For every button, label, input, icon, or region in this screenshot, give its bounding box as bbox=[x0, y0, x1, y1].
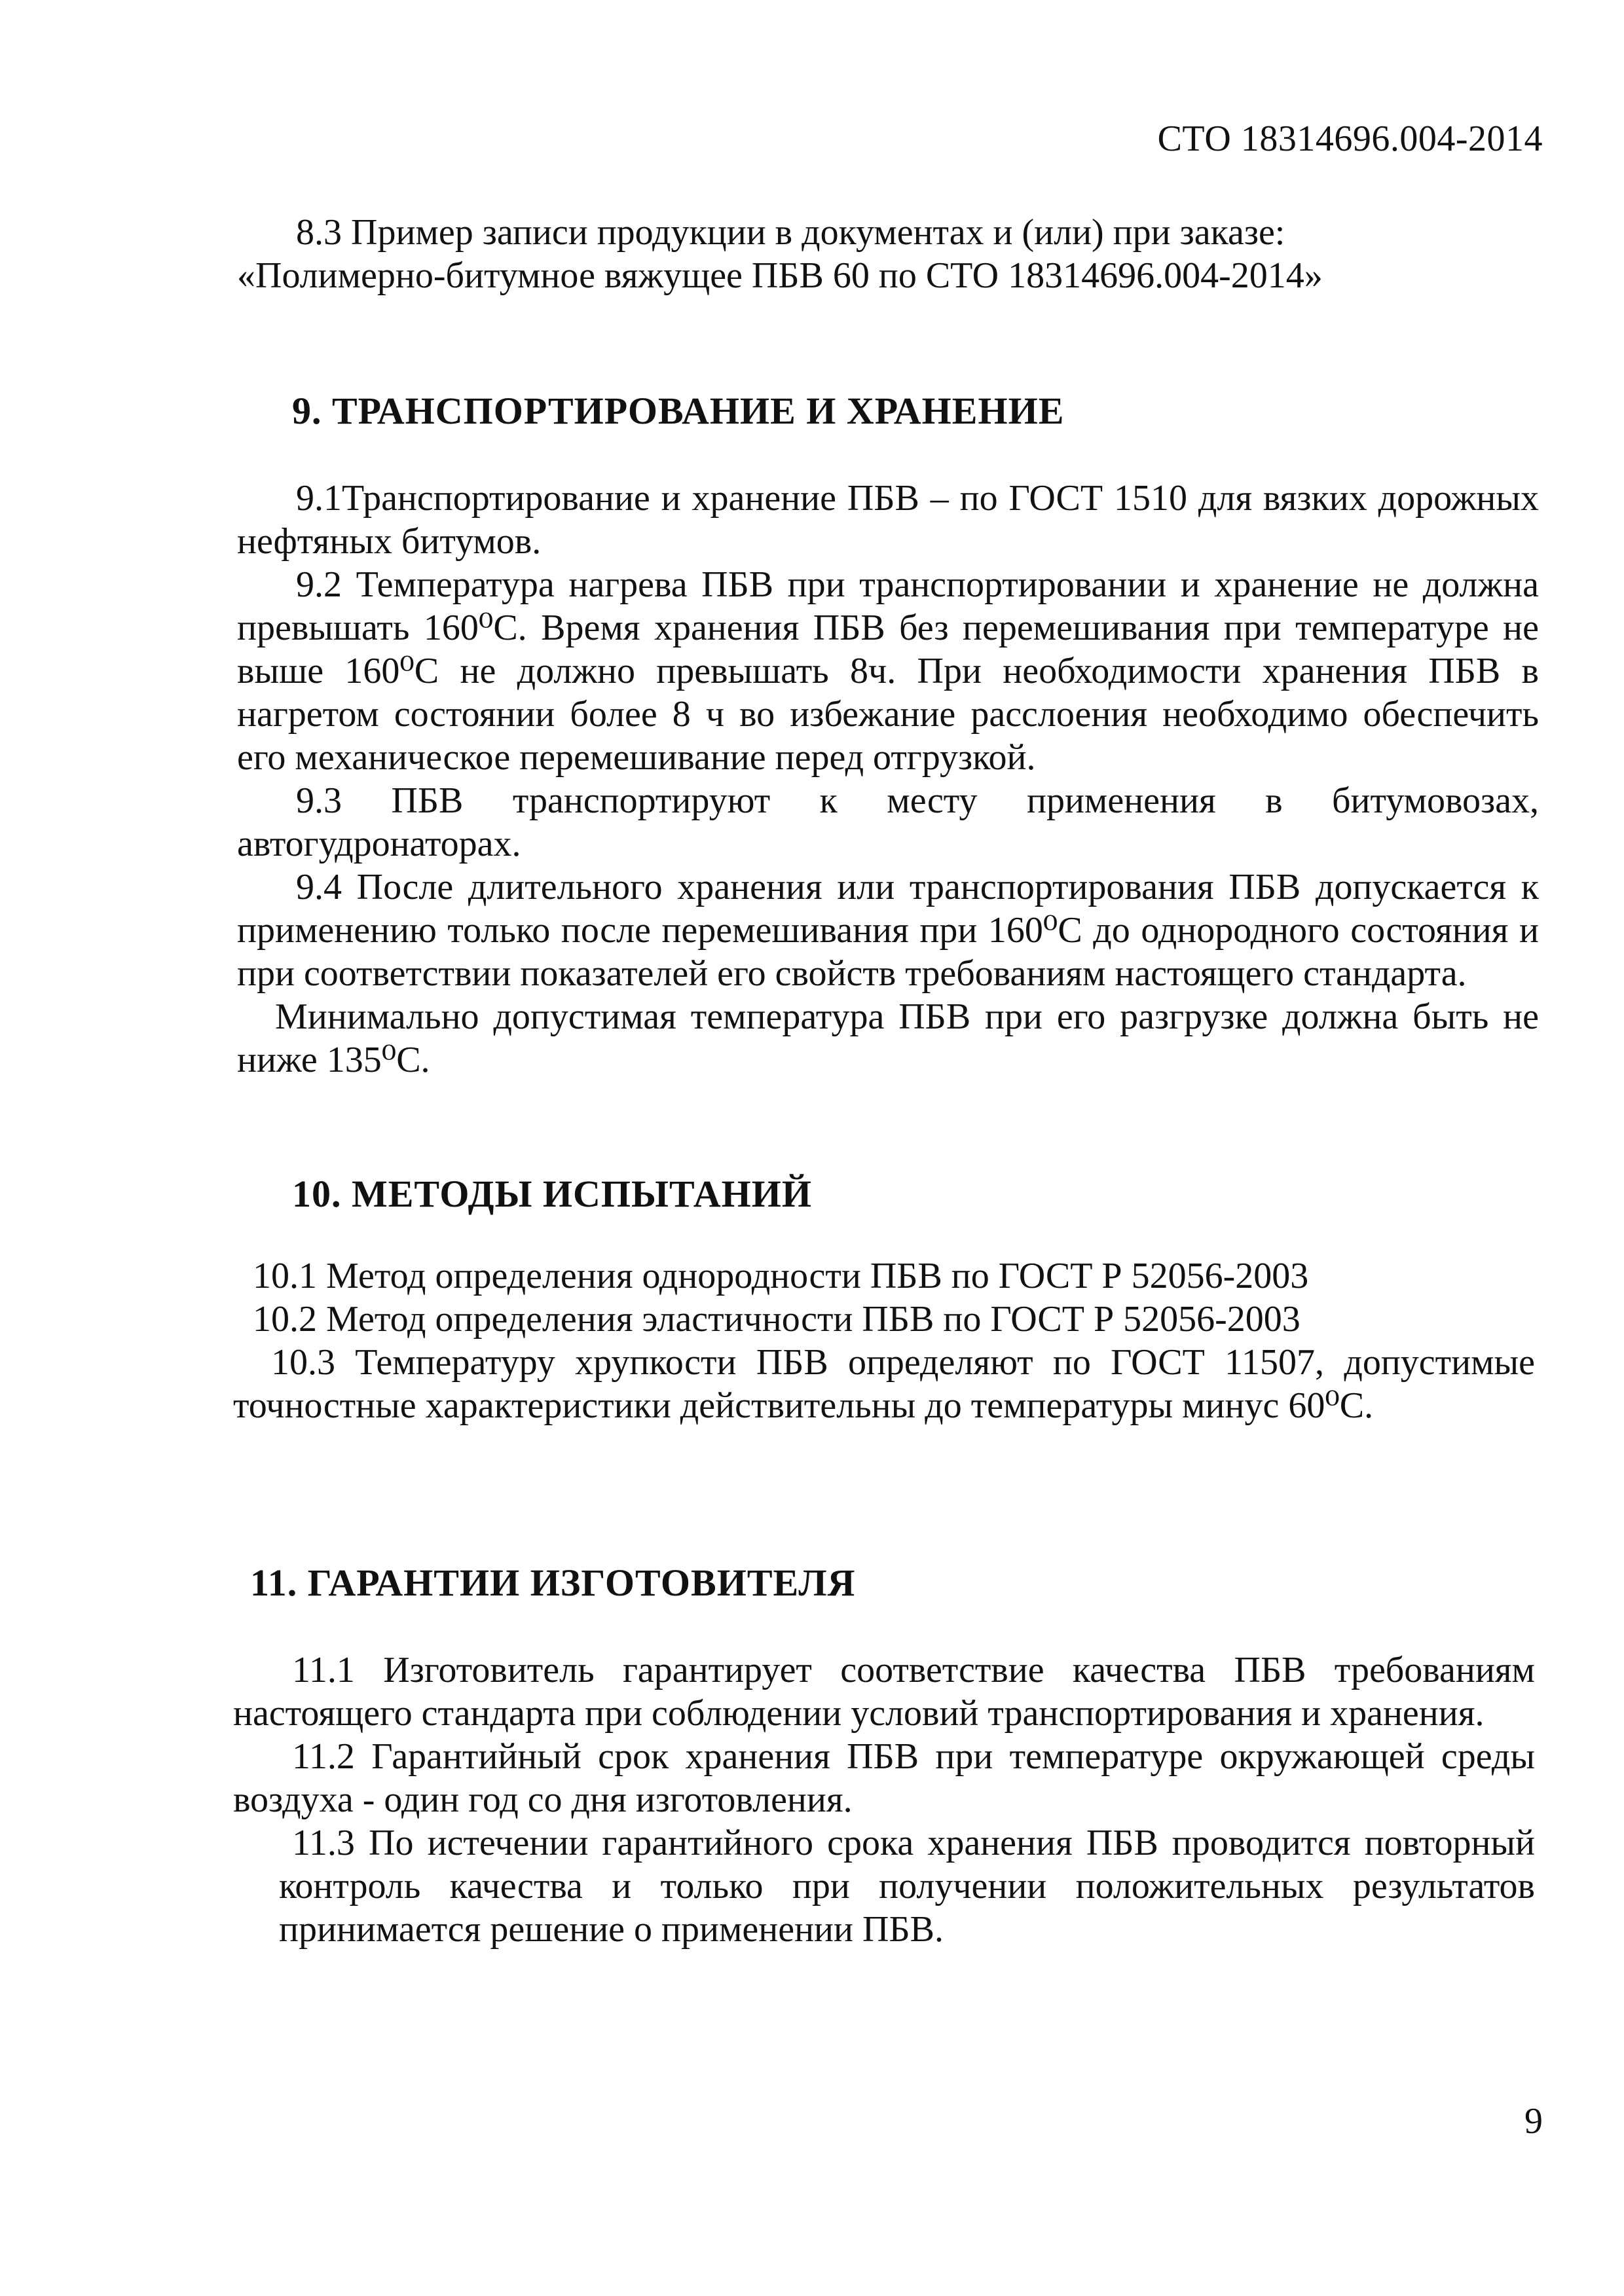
section-11-heading: 11. ГАРАНТИИ ИЗГОТОВИТЕЛЯ bbox=[250, 1561, 856, 1604]
paragraph-10-2: 10.2 Метод определения эластичности ПБВ по ГОСТ Р 52056-2003 bbox=[253, 1299, 1301, 1339]
paragraph-11-3: 11.3 По истечении гарантийного срока хранения ПБВ проводится повторный контроль качества и только при получении положительных результатов принимается решение о применении ПБВ. bbox=[279, 1823, 1535, 1950]
section-11-body bbox=[233, 1649, 1535, 1951]
paragraph-10-3: 10.3 Температуру хрупкости ПБВ определяют по ГОСТ 11507, допустимые точностные характеристики действительны до температуры минус 60⁰С. bbox=[233, 1342, 1535, 1426]
paragraph-8-3-line1: 8.3 Пример записи продукции в документах и (или) при заказе: bbox=[296, 212, 1285, 253]
paragraph-9-3: 9.3 ПБВ транспортируют к месту применения в битумовозах, автогудронаторах. bbox=[237, 780, 1539, 864]
section-9-heading: 9. ТРАНСПОРТИРОВАНИЕ И ХРАНЕНИЕ bbox=[292, 390, 1065, 432]
page-number: 9 bbox=[1524, 2101, 1543, 2141]
paragraph-9-2: 9.2 Температура нагрева ПБВ при транспортировании и хранение не должна превышать 160⁰С. Время хранения ПБВ без перемешивания при температуре не выше 160⁰С не должно превышать 8ч. При необходимости хранения ПБВ в нагретом состоянии более 8 ч во избежание расслоения необходимо обеспечить его механическое перемешивание перед отгрузкой. bbox=[237, 564, 1539, 778]
paragraph-8-3-line2: «Полимерно-битумное вяжущее ПБВ 60 по СТО 18314696.004-2014» bbox=[237, 255, 1323, 296]
section-8-3 bbox=[237, 211, 1547, 297]
paragraph-11-2: 11.2 Гарантийный срок хранения ПБВ при температуре окружающей среды воздуха - один год со дня изготовления. bbox=[233, 1736, 1535, 1820]
paragraph-9-1: 9.1Транспортирование и хранение ПБВ – по ГОСТ 1510 для вязких дорожных нефтяных битумов. bbox=[237, 478, 1539, 562]
paragraph-10-1: 10.1 Метод определения однородности ПБВ по ГОСТ Р 52056-2003 bbox=[253, 1256, 1309, 1296]
paragraph-9-min-temp: Минимально допустимая температура ПБВ при его разгрузке должна быть не ниже 135⁰С. bbox=[237, 996, 1539, 1080]
paragraph-9-4: 9.4 После длительного хранения или транспортирования ПБВ допускается к применению только после перемешивания при 160⁰С до однородного состояния и при соответствии показателей его свойств требованиям настоящего стандарта. bbox=[237, 867, 1539, 994]
paragraph-11-1: 11.1 Изготовитель гарантирует соответствие качества ПБВ требованиям настоящего стандарта при соблюдении условий транспортирования и хранения. bbox=[233, 1650, 1535, 1734]
document-code-header: СТО 18314696.004-2014 bbox=[1157, 118, 1543, 159]
section-10-heading: 10. МЕТОДЫ ИСПЫТАНИЙ bbox=[292, 1173, 813, 1215]
section-10-body bbox=[233, 1254, 1535, 1427]
section-9-body bbox=[237, 477, 1539, 1082]
